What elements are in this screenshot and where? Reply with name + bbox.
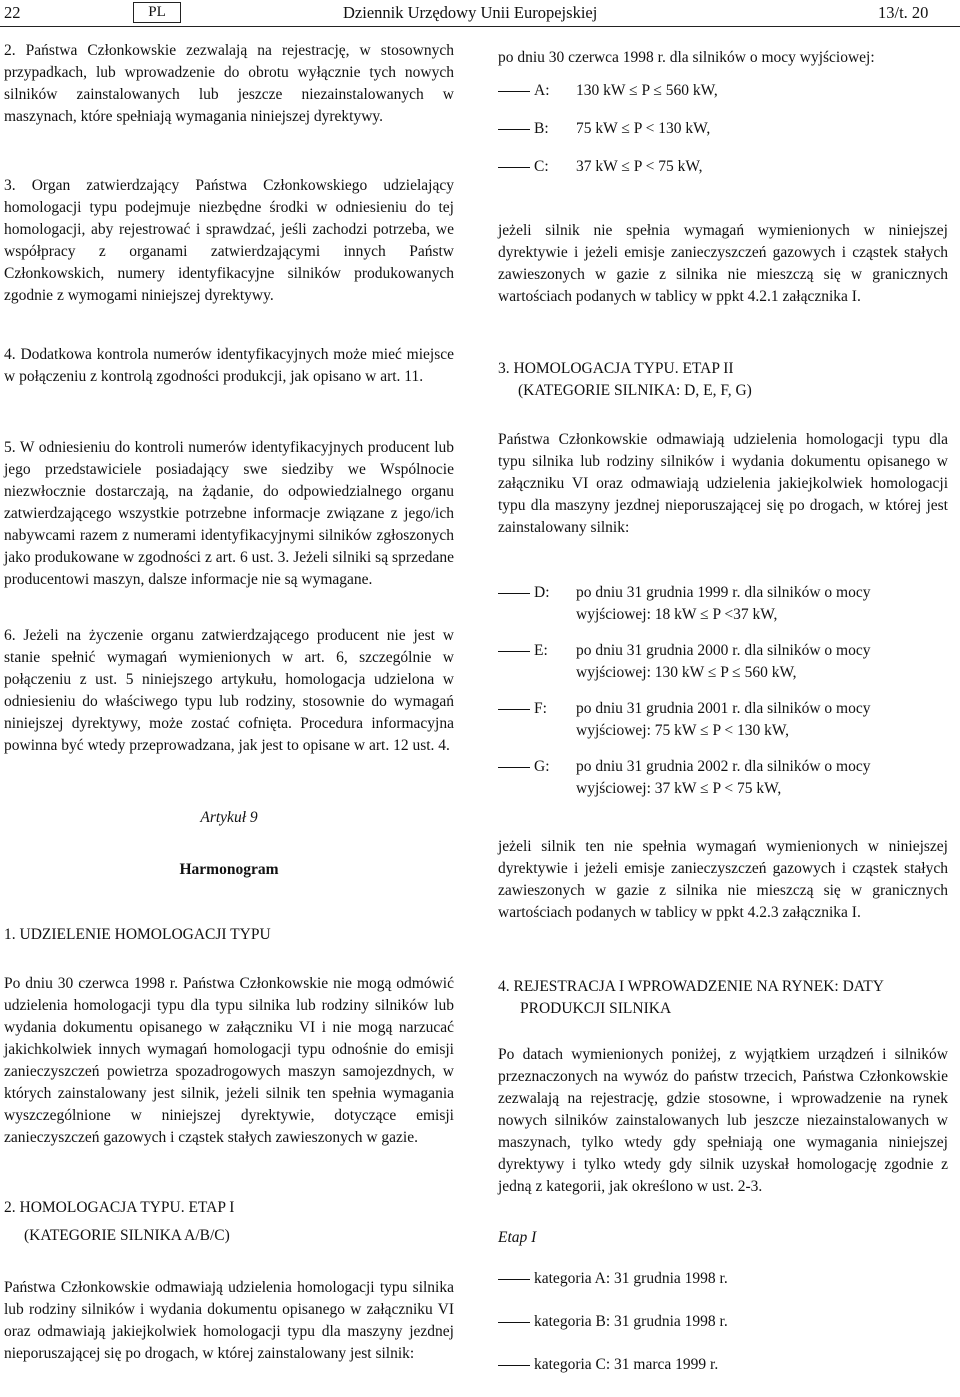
stage-date-item (498, 1311, 948, 1354)
dash-mark (498, 593, 530, 594)
dash-mark (498, 91, 530, 92)
dash-mark (498, 1279, 530, 1280)
category-date: po dniu 31 grudnia 2001 r. dla silników o mocy (576, 700, 871, 717)
journal-title: Dziennik Urzędowy Unii Europejskiej (343, 3, 598, 22)
category-item (498, 118, 958, 156)
section-4-text: Po datach wymienionych poniżej, z wyjątkiem urządzeń i silników przeznaczonych na wywóz do państw trzecich, Państwa Członkowskie zezwalają na rejestrację, gdzie stosowne, i wprowadzenie na rynek nowych silników zainstalowanych lub jeszcze niezainstalowanych w maszynach, tylko wtedy gdy spełniają one wymagania niniejszej dyrektywy i tylko wtedy gdy silnik uzyskał homologację zgodnie z jedną z kategorii, jak określono w ust. 2-3. (498, 1046, 948, 1195)
category-list-stage2 (498, 582, 958, 814)
paragraph-6: 6. Jeżeli na życzenie organu zatwierdzającego producent nie jest w stanie spełnić wymagań wymienionych w art. 6, szczególnie w połączeniu z ust. 5 niniejszego artykułu, homologacja udzielona w odniesieniu do właściwego typu lub rodziny, stosownie do wymagań niniejszej dyrektywy, może zostać cofnięta. Procedura informacyjna powinna być wtedy przeprowadzana, jak jest to opisane w art. 12 ust. 4. (4, 627, 454, 754)
dash-mark (498, 709, 530, 710)
page-number: 22 (4, 3, 21, 22)
chapter-volume: 13/t. 20 (878, 3, 929, 22)
section-3-subheading: (KATEGORIE SILNIKA: D, E, F, G) (518, 382, 752, 399)
category-label: F: (534, 700, 547, 717)
category-item (498, 698, 958, 756)
category-item (498, 80, 958, 118)
section-4-heading-line2: PRODUKCJI SILNIKA (520, 1000, 672, 1017)
section-2-subheading: (KATEGORIE SILNIKA A/B/C) (24, 1227, 230, 1244)
category-date: po dniu 31 grudnia 2000 r. dla silników o mocy (576, 642, 871, 659)
article-title: Harmonogram (179, 861, 279, 878)
section-2-heading: 2. HOMOLOGACJA TYPU. ETAP I (4, 1199, 235, 1216)
paragraph-5: 5. W odniesieniu do kontroli numerów identyfikacyjnych producent lub jego przedstawiciele posiadający swe siedziby we Wspólnocie niezwłocznie dostarczają, na żądanie, do odpowiedzialnego organu zatwierdzającego wszystkie potrzebne informacje związane z jego/ich nabywcami razem z numerami identyfikacyjnymi silników zgłoszonych jako produkowane w zgodności z art. 6 ust. 3. Jeżeli silniki są sprzedane producentowi maszyn, dalsze informacje nie są wymagane. (4, 439, 454, 588)
category-label: A: (534, 82, 550, 99)
dash-mark (498, 1322, 530, 1323)
category-date: po dniu 31 grudnia 1999 r. dla silników o mocy (576, 584, 871, 601)
dash-mark (498, 651, 530, 652)
category-item (498, 582, 958, 640)
section-3-heading: 3. HOMOLOGACJA TYPU. ETAP II (498, 360, 734, 377)
category-label: G: (534, 758, 550, 775)
paragraph-4: 4. Dodatkowa kontrola numerów identyfikacyjnych może mieć miejsce w połączeniu z kontrolą zgodności produkcji, jak opisano w art. 11. (4, 346, 454, 385)
category-range: 130 kW ≤ P ≤ 560 kW, (576, 82, 718, 99)
section-3-text: Państwa Członkowskie odmawiają udzielenia homologacji typu dla typu silnika lub rodziny silników i wydania dokumentu opisanego w załączniku VI oraz odmawiają udzielenia jakiejkolwiek homologacji typu dla maszyny jezdnej nieporuszającej się po drogach, w której jest zainstalowany silnik: (498, 431, 948, 536)
intro-line: po dniu 30 czerwca 1998 r. dla silników o mocy wyjściowej: (498, 49, 875, 66)
category-label: D: (534, 584, 550, 601)
category-item (498, 756, 958, 814)
paragraph-2: 2. Państwa Członkowskie zezwalają na rejestrację, w stosownych przypadkach, lub wprowadzenie do obrotu wyłącznie tych nowych silników zainstalowanych lub jeszcze niezainstalowanych w maszynach, które spełniają wymagania niniejszej dyrektywy. (4, 42, 454, 125)
category-label: C: (534, 158, 549, 175)
stage-date-text: kategoria A: 31 grudnia 1998 r. (534, 1270, 728, 1287)
stage-date-item (498, 1354, 948, 1397)
dash-mark (498, 129, 530, 130)
category-range: 75 kW ≤ P < 130 kW, (576, 120, 711, 137)
section-4-heading (498, 976, 948, 1020)
stage-date-text: kategoria B: 31 grudnia 1998 r. (534, 1313, 728, 1330)
paragraph-3: 3. Organ zatwierdzający Państwa Członkowskiego udzielający homologacji typu podejmuje niezbędne środki w odniesieniu do tej homologacji, aby rejestrować i sprawdzać, jeśli zachodzi potrzeba, we współpracy z organami zatwierdzającymi innych Państw Członkowskich, numery identyfikacyjne silników produkowanych zgodnie z wymogami niniejszej dyrektywy. (4, 177, 454, 304)
section-2-text: Państwa Członkowskie odmawiają udzielenia homologacji typu silnika lub rodziny silników i wydania dokumentu opisanego w załączniku VI oraz odmawiają jakiejkolwiek homologacji typu dla maszyny jezdnej nieporuszającej się po drogach, w której zainstalowany jest silnik: (4, 1279, 454, 1362)
section-1-heading: 1. UDZIELENIE HOMOLOGACJI TYPU (4, 926, 271, 943)
category-label: E: (534, 642, 548, 659)
section-1-text: Po dniu 30 czerwca 1998 r. Państwa Członkowskie nie mogą odmówić udzielenia homologacji typu dla typu silnika lub rodziny silników lub wydania dokumentu opisanego w załączniku VI i nie mogą narzucać jakichkolwiek innych wymagań homologacji typu odnośnie do emisji zanieczyszczeń powietrza spozadrogowych maszyn samojezdnych, w których zainstalowany jest silnik, jeżeli silnik ten spełnia wymagania wyszczególnione w niniejszej dyrektywie, dotyczące emisji zanieczyszczeń gazowych i cząstek stałych zawieszonych w gazie. (4, 975, 454, 1146)
category-range: wyjściowej: 75 kW ≤ P < 130 kW, (576, 722, 790, 739)
category-item (498, 156, 958, 194)
section-4-heading-line1: 4. REJESTRACJA I WPROWADZENIE NA RYNEK: DATY (498, 978, 884, 995)
category-item (498, 640, 958, 698)
category-range: 37 kW ≤ P < 75 kW, (576, 158, 703, 175)
stage-label: Etap I (498, 1229, 537, 1246)
header-rule (0, 26, 960, 27)
category-range: wyjściowej: 37 kW ≤ P < 75 kW, (576, 780, 782, 797)
stage-date-item (498, 1268, 948, 1311)
language-code-box: PL (133, 2, 181, 23)
condition-stage1: jeżeli silnik nie spełnia wymagań wymienionych w niniejszej dyrektywie i jeżeli emisje zanieczyszczeń gazowych i cząstek stałych zawieszonych w gazie z silnika nie mieszczą się w granicznych wartościach podanych w tablicy w ppkt 4.2.1 załącznika I. (498, 222, 948, 305)
dash-mark (498, 167, 530, 168)
dash-mark (498, 767, 530, 768)
category-list-stage1 (498, 80, 958, 194)
category-date: po dniu 31 grudnia 2002 r. dla silników o mocy (576, 758, 871, 775)
category-range: wyjściowej: 130 kW ≤ P ≤ 560 kW, (576, 664, 797, 681)
category-range: wyjściowej: 18 kW ≤ P <37 kW, (576, 606, 778, 623)
condition-stage2: jeżeli silnik ten nie spełnia wymagań wymienionych w niniejszej dyrektywie i jeżeli emisje zanieczyszczeń gazowych i cząstek stałych zawieszonych w gazie z silnika nie mieszczą się w granicznych wartościach podanych w tablicy w ppkt 4.2.3 załącznika I. (498, 838, 948, 921)
stage-date-text: kategoria C: 31 marca 1999 r. (534, 1356, 719, 1373)
category-label: B: (534, 120, 549, 137)
dash-mark (498, 1365, 530, 1366)
article-label: Artykuł 9 (200, 809, 258, 826)
